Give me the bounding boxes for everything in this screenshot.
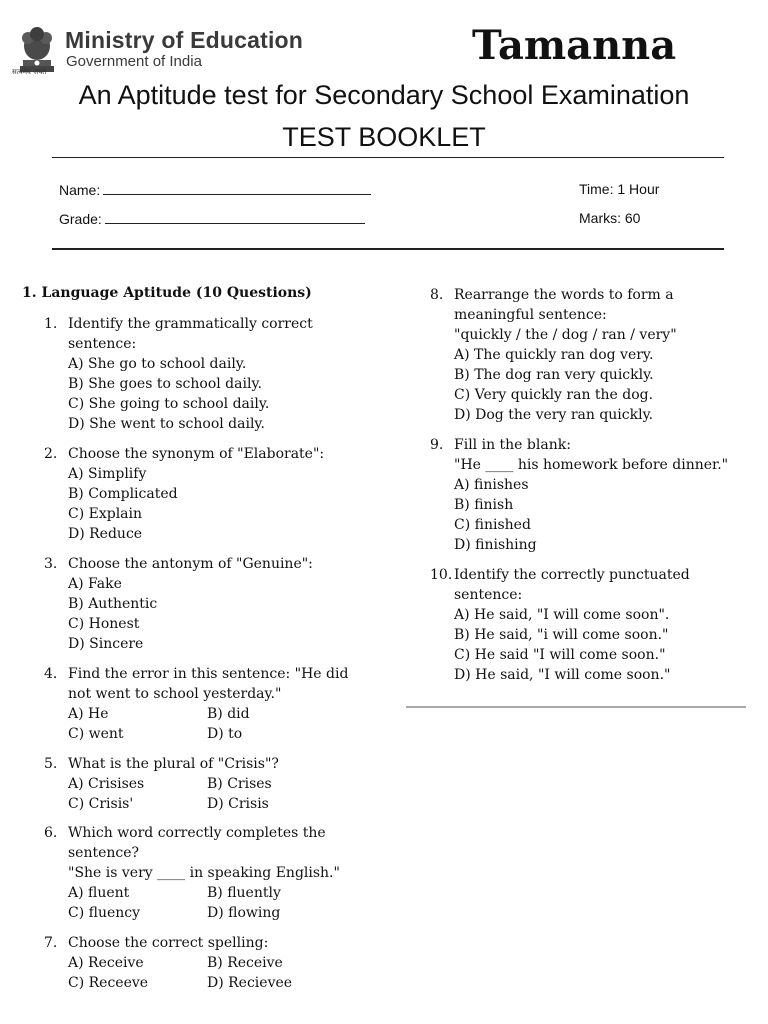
question-text-line: Identify the correctly punctuated (454, 567, 690, 583)
option-row (68, 883, 340, 903)
question-body (68, 314, 313, 434)
column-end-divider (406, 706, 746, 708)
option-row (68, 704, 348, 724)
section-heading: 1. Language Aptitude (10 Questions) (22, 285, 312, 301)
question-number: 2. (44, 446, 58, 462)
question-body (454, 435, 728, 555)
answer-option[interactable]: A) fluent (68, 885, 130, 901)
answer-option[interactable]: D) Sincere (68, 636, 144, 652)
answer-option[interactable]: D) Crisis (207, 796, 269, 812)
question-number: 5. (44, 756, 58, 772)
answer-option[interactable]: B) Complicated (68, 486, 178, 502)
answer-option[interactable]: B) Receive (207, 955, 283, 971)
option-row (68, 973, 293, 993)
answer-option[interactable]: B) did (207, 706, 250, 722)
answer-option[interactable]: A) Simplify (68, 466, 147, 482)
exam-title: An Aptitude test for Secondary School Examination (78, 80, 690, 110)
question-number: 10. (430, 567, 453, 583)
question-text-line: "quickly / the / dog / ran / very" (454, 327, 677, 343)
answer-option[interactable]: C) She going to school daily. (68, 396, 270, 412)
answer-option[interactable]: B) Crises (207, 776, 272, 792)
question-text-line: What is the plural of "Crisis"? (68, 756, 279, 772)
question-body (454, 285, 677, 425)
question-number: 6. (44, 825, 58, 841)
ministry-name: Ministry of Education (65, 27, 304, 53)
header-divider (52, 157, 724, 158)
question-text-line: sentence: (68, 336, 137, 352)
question-text-line: Identify the grammatically correct (68, 316, 313, 332)
question-body (68, 554, 313, 654)
answer-option[interactable]: A) He (68, 706, 109, 722)
answer-option[interactable]: B) Authentic (68, 596, 158, 612)
answer-option[interactable]: A) Fake (68, 576, 122, 592)
question-text-line: sentence? (68, 845, 140, 861)
question-text-line: Rearrange the words to form a (454, 287, 674, 303)
emblem-motto: सत्यमेव जयते (12, 68, 47, 76)
question-body (68, 444, 324, 544)
question-text-line: Choose the antonym of "Genuine": (68, 556, 313, 572)
answer-option[interactable]: B) fluently (207, 885, 281, 901)
marks-info: Marks: 60 (579, 210, 641, 226)
grade-blank-line[interactable] (105, 210, 365, 224)
answer-option[interactable]: B) The dog ran very quickly. (454, 367, 654, 383)
answer-option[interactable]: C) went (68, 726, 124, 742)
question-number: 1. (44, 316, 58, 332)
answer-option[interactable]: D) flowing (207, 905, 281, 921)
option-row (68, 794, 279, 814)
ministry-subtitle: Government of India (66, 53, 202, 70)
question-number: 9. (430, 437, 444, 453)
question-number: 7. (44, 935, 58, 951)
grade-label: Grade: (59, 211, 102, 227)
question-number: 4. (44, 666, 58, 682)
student-name: Tamanna (472, 22, 677, 69)
question-text-line: Choose the synonym of "Elaborate": (68, 446, 325, 462)
answer-option[interactable]: A) The quickly ran dog very. (454, 347, 654, 363)
answer-option[interactable]: C) Very quickly ran the dog. (454, 387, 654, 403)
answer-option[interactable]: B) finish (454, 497, 514, 513)
answer-option[interactable]: D) He said, "I will come soon." (454, 667, 671, 683)
question-text-line: sentence: (454, 587, 523, 603)
answer-option[interactable]: C) Crisis' (68, 796, 134, 812)
answer-option[interactable]: C) finished (454, 517, 531, 533)
question-body (68, 664, 348, 744)
time-info: Time: 1 Hour (579, 181, 660, 197)
grade-field (59, 210, 365, 227)
answer-option[interactable]: D) Reduce (68, 526, 143, 542)
answer-option[interactable]: A) Crisises (68, 776, 145, 792)
answer-option[interactable]: C) Explain (68, 506, 143, 522)
question-number: 8. (430, 287, 444, 303)
booklet-title: TEST BOOKLET (282, 122, 486, 152)
option-row (68, 774, 279, 794)
question-body (68, 933, 293, 993)
answer-option[interactable]: C) fluency (68, 905, 141, 921)
question-text-line: Which word correctly completes the (68, 825, 326, 841)
name-label: Name: (59, 182, 101, 198)
question-text-line: Choose the correct spelling: (68, 935, 269, 951)
info-divider (52, 248, 724, 250)
answer-option[interactable]: C) Honest (68, 616, 140, 632)
name-blank-line[interactable] (103, 181, 371, 195)
option-row (68, 724, 348, 744)
answer-option[interactable]: D) Dog the very ran quickly. (454, 407, 654, 423)
option-row (68, 903, 340, 923)
answer-option[interactable]: C) Receeve (68, 975, 149, 991)
answer-option[interactable]: A) finishes (454, 477, 529, 493)
answer-option[interactable]: D) She went to school daily. (68, 416, 265, 432)
answer-option[interactable]: A) He said, "I will come soon". (454, 607, 670, 623)
question-text-line: "She is very ____ in speaking English." (68, 865, 340, 881)
question-body (454, 565, 690, 685)
question-body (68, 823, 340, 923)
option-row (68, 953, 283, 973)
answer-option[interactable]: D) finishing (454, 537, 537, 553)
question-number: 3. (44, 556, 58, 572)
answer-option[interactable]: A) Receive (68, 955, 144, 971)
question-text-line: not went to school yesterday." (68, 686, 282, 702)
question-text-line: Find the error in this sentence: "He did (68, 666, 349, 682)
answer-option[interactable]: B) She goes to school daily. (68, 376, 262, 392)
name-field (59, 181, 371, 198)
answer-option[interactable]: A) She go to school daily. (68, 356, 247, 372)
answer-option[interactable]: C) He said "I will come soon." (454, 647, 666, 663)
answer-option[interactable]: D) Recievee (207, 975, 293, 991)
answer-option[interactable]: D) to (207, 726, 243, 742)
question-text-line: "He ____ his homework before dinner." (454, 457, 729, 473)
question-text-line: Fill in the blank: (454, 437, 571, 453)
question-body (68, 754, 279, 814)
answer-option[interactable]: B) He said, "i will come soon." (454, 627, 669, 643)
question-text-line: meaningful sentence: (454, 307, 607, 323)
